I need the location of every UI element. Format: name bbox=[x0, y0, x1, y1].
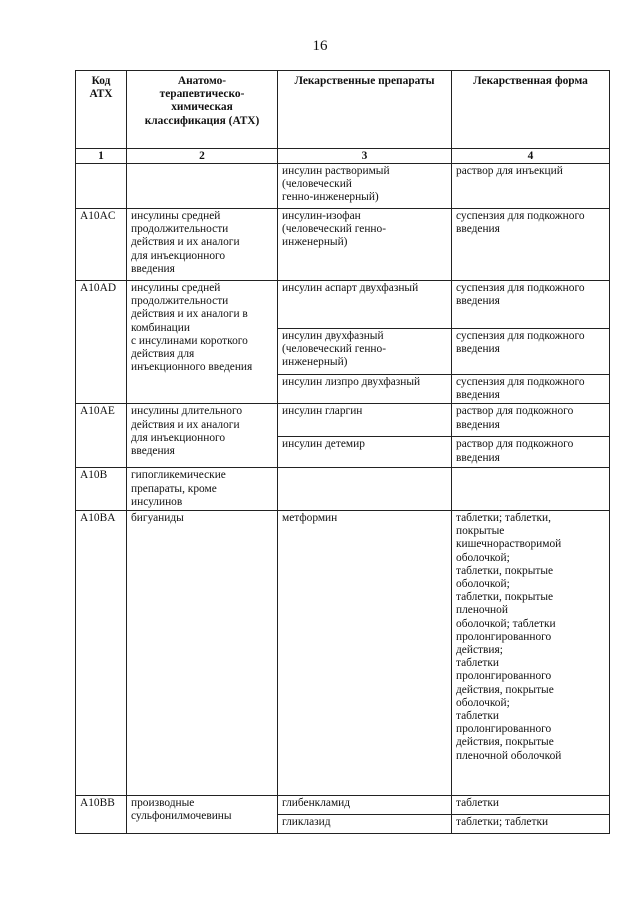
table-row bbox=[76, 164, 610, 209]
atc-classification-cell: бигуаниды bbox=[127, 511, 278, 796]
drug-name-cell: инсулин растворимый (человеческий генно-инженерный) bbox=[278, 164, 452, 209]
dosage-form-cell bbox=[452, 468, 610, 511]
drug-name-cell: инсулин лизпро двухфазный bbox=[278, 375, 452, 404]
dosage-form-cell: суспензия для подкожного введения bbox=[452, 281, 610, 329]
header-code bbox=[76, 71, 127, 149]
dosage-form-cell: раствор для подкожного введения bbox=[452, 437, 610, 468]
drug-name-cell: инсулин гларгин bbox=[278, 404, 452, 437]
atc-classification-cell: гипогликемические препараты, кроме инсулинов bbox=[127, 468, 278, 511]
page-number: 16 bbox=[312, 38, 328, 54]
table-row bbox=[76, 209, 610, 281]
atc-code-cell: A10BA bbox=[76, 511, 127, 796]
column-number-row bbox=[76, 149, 610, 164]
drug-name-cell: инсулин детемир bbox=[278, 437, 452, 468]
dosage-form-cell: суспензия для подкожного введения bbox=[452, 209, 610, 281]
dosage-form-cell: таблетки; таблетки, покрытые кишечнорастворимой оболочкой; таблетки, покрытые оболочкой; таблетки, покрытые пленочной оболочкой; таблетки пролонгированного действия; таблетки пролонгированного действия, покрытые оболочкой; таблетки пролонгированного действия, покрытые пленочной оболочкой bbox=[452, 511, 610, 796]
header-code-lines: Код АТХ bbox=[89, 75, 113, 101]
header-form bbox=[452, 71, 610, 149]
drug-name-cell: гликлазид bbox=[278, 815, 452, 834]
column-number-2: 2 bbox=[127, 149, 278, 164]
table-body bbox=[76, 164, 610, 834]
drug-name-cell: глибенкламид bbox=[278, 796, 452, 815]
header-classification-lines: Анатомо- терапевтическо- химическая классификация (АТХ) bbox=[144, 75, 260, 127]
column-number-3: 3 bbox=[278, 149, 452, 164]
atc-code-cell: A10B bbox=[76, 468, 127, 511]
header-drugs-lines: Лекарственные препараты bbox=[294, 75, 435, 87]
atc-classification-cell: инсулины средней продолжительности действия и их аналоги для инъекционного введения bbox=[127, 209, 278, 281]
drug-name-cell: метформин bbox=[278, 511, 452, 796]
header-drugs bbox=[278, 71, 452, 149]
dosage-form-cell: таблетки; таблетки bbox=[452, 815, 610, 834]
dosage-form-cell: таблетки bbox=[452, 796, 610, 815]
atc-classification-cell: инсулины длительного действия и их аналоги для инъекционного введения bbox=[127, 404, 278, 468]
table-header-row bbox=[76, 71, 610, 149]
dosage-form-cell: суспензия для подкожного введения bbox=[452, 329, 610, 375]
atc-code-cell: A10BB bbox=[76, 796, 127, 834]
table-row bbox=[76, 796, 610, 815]
atc-code-cell bbox=[76, 164, 127, 209]
column-number-4: 4 bbox=[452, 149, 610, 164]
atc-drug-table bbox=[75, 70, 610, 834]
header-form-lines: Лекарственная форма bbox=[473, 75, 588, 87]
drug-name-cell: инсулин-изофан (человеческий генно- инженерный) bbox=[278, 209, 452, 281]
drug-name-cell: инсулин двухфазный (человеческий генно- инженерный) bbox=[278, 329, 452, 375]
table-row bbox=[76, 404, 610, 437]
dosage-form-cell: раствор для подкожного введения bbox=[452, 404, 610, 437]
atc-classification-cell: инсулины средней продолжительности действия и их аналоги в комбинации с инсулинами короткого действия для инъекционного введения bbox=[127, 281, 278, 404]
atc-classification-cell: производные сульфонилмочевины bbox=[127, 796, 278, 834]
table-row bbox=[76, 468, 610, 511]
drug-name-cell: инсулин аспарт двухфазный bbox=[278, 281, 452, 329]
header-classification bbox=[127, 71, 278, 149]
atc-code-cell: A10AC bbox=[76, 209, 127, 281]
dosage-form-cell: раствор для инъекций bbox=[452, 164, 610, 209]
drug-name-cell bbox=[278, 468, 452, 511]
table-row bbox=[76, 511, 610, 796]
column-number-1: 1 bbox=[76, 149, 127, 164]
atc-classification-cell bbox=[127, 164, 278, 209]
table-row bbox=[76, 281, 610, 329]
atc-code-cell: A10AD bbox=[76, 281, 127, 404]
dosage-form-cell: суспензия для подкожного введения bbox=[452, 375, 610, 404]
atc-code-cell: A10AE bbox=[76, 404, 127, 468]
